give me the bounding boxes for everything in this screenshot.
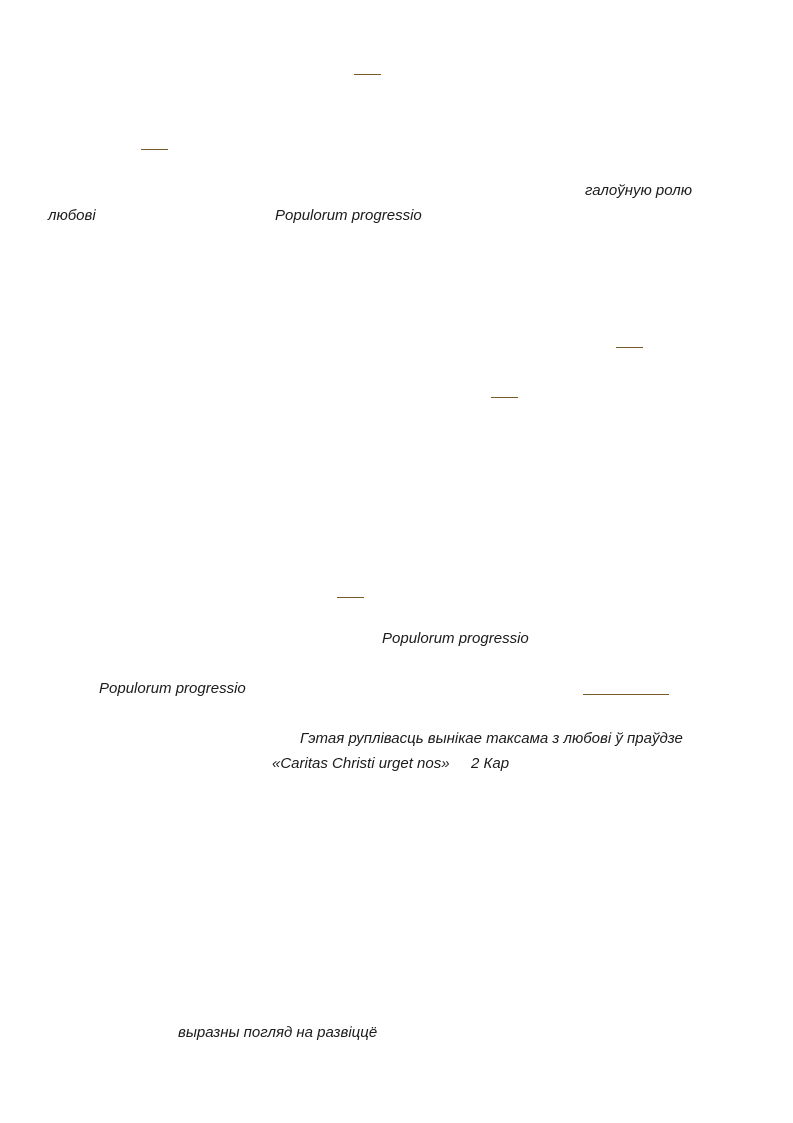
- italic-text-fragment: галоўную ролю: [585, 182, 692, 199]
- italic-text-fragment: любові: [48, 207, 96, 224]
- footnote-link-rule[interactable]: [337, 597, 364, 598]
- footnote-link-rule[interactable]: [141, 149, 168, 150]
- footnote-link-rule[interactable]: [354, 74, 381, 75]
- italic-text-fragment: «Caritas Christi urget nos»: [272, 755, 450, 772]
- italic-text-fragment: Populorum progressio: [382, 630, 529, 647]
- italic-text-fragment: 2 Кар: [471, 755, 510, 772]
- footnote-link-rule[interactable]: [491, 397, 518, 398]
- italic-text-fragment: выразны погляд на развіццё: [178, 1024, 378, 1041]
- footnote-link-rule[interactable]: [583, 694, 669, 695]
- footnote-link-rule[interactable]: [616, 347, 643, 348]
- italic-text-fragment: Populorum progressio: [99, 680, 246, 697]
- italic-text-fragment: Populorum progressio: [275, 207, 422, 224]
- italic-text-fragment: Гэтая руплівасць вынікае таксама з любові ў праўдзе: [300, 730, 683, 747]
